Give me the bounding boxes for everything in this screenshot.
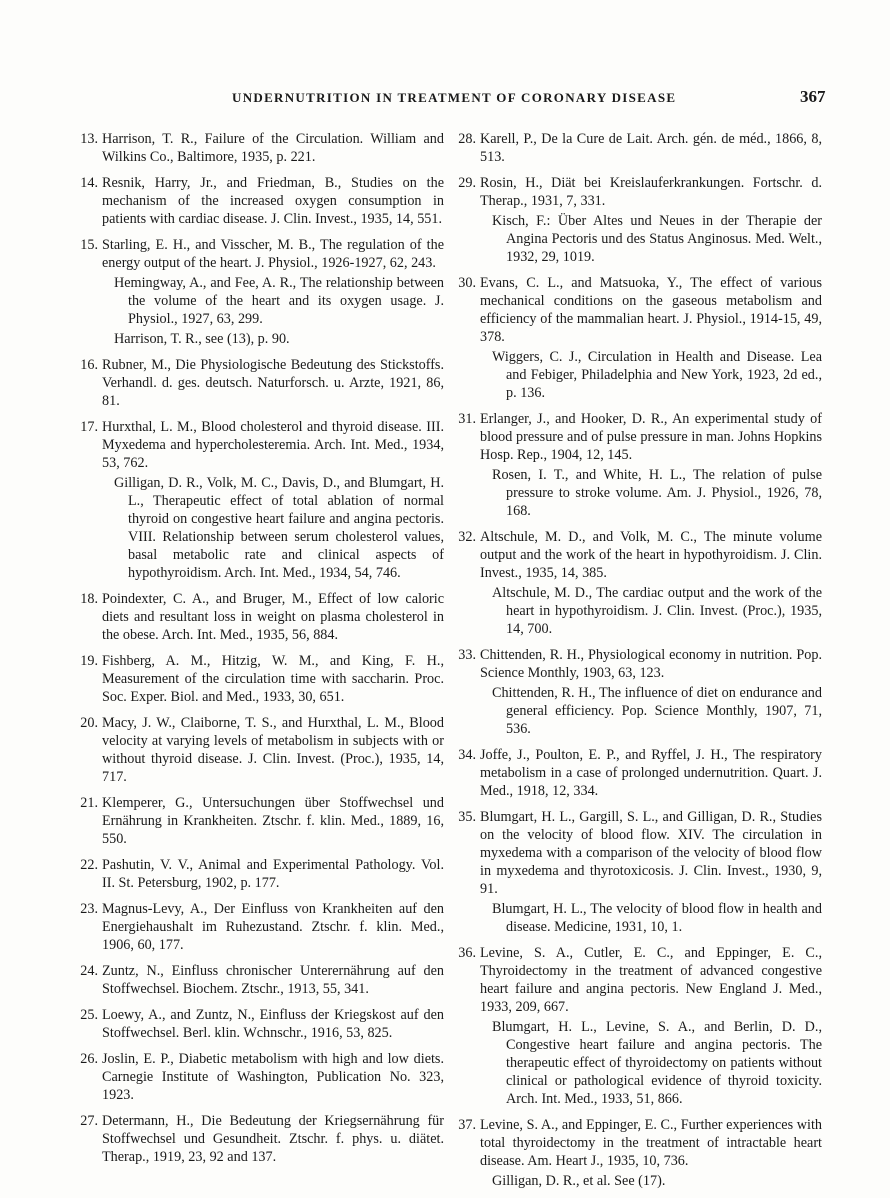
reference-text: Determann, H., Die Bedeutung der Kriegsernährung für Stoffwechsel und Gesundheit. Ztschr. f. phys. u. diätet. Therap., 1919, 23, 92 and 137. [102,1113,444,1165]
reference-number: 21. [80,795,98,811]
running-title: UNDERNUTRITION IN TREATMENT OF CORONARY DISEASE [232,90,677,105]
reference-entry [72,590,444,644]
reference-number: 22. [80,857,98,873]
reference-entry [450,944,822,1108]
reference-entry [450,528,822,638]
reference-text: Karell, P., De la Cure de Lait. Arch. gén. de méd., 1866, 8, 513. [480,131,822,165]
reference-entry [450,130,822,166]
reference-number: 32. [458,529,476,545]
reference-number: 34. [458,747,476,763]
reference-text: Starling, E. H., and Visscher, M. B., The regulation of the energy output of the heart. J. Physiol., 1926-1927, 62, 243. [102,237,444,271]
reference-text: Magnus-Levy, A., Der Einfluss von Krankheiten auf den Energiehaushalt im Ruhezustand. Ztschr. f. klin. Med., 1906, 60, 177. [102,901,444,953]
reference-text: Rubner, M., Die Physiologische Bedeutung des Stickstoffs. Verhandl. d. ges. deutsch. Naturforsch. u. Arzte, 1921, 86, 81. [102,357,444,409]
reference-text: Blumgart, H. L., Gargill, S. L., and Gilligan, D. R., Studies on the velocity of blood flow. XIV. The circulation in myxedema with a comparison of the velocity of blood flow in myxedema and thyrotoxicosis. J. Clin. Invest., 1930, 9, 91. [480,809,822,897]
reference-number: 17. [80,419,98,435]
reference-entry [450,174,822,266]
reference-number: 27. [80,1113,98,1129]
reference-sub-entry: Chittenden, R. H., The influence of diet on endurance and general efficiency. Pop. Science Monthly, 1907, 71, 536. [492,685,822,737]
reference-number: 26. [80,1051,98,1067]
reference-number: 25. [80,1007,98,1023]
reference-entry [72,1050,444,1104]
reference-number: 29. [458,175,476,191]
reference-text: Zuntz, N., Einfluss chronischer Unterernährung auf den Stoffwechsel. Biochem. Ztschr., 1913, 55, 341. [102,963,444,997]
reference-sub-entry: Altschule, M. D., The cardiac output and the work of the heart in hypothyroidism. J. Clin. Invest. (Proc.), 1935, 14, 700. [492,585,822,637]
reference-text: Pashutin, V. V., Animal and Experimental Pathology. Vol. II. St. Petersburg, 1902, p. 177. [102,857,444,891]
reference-text: Fishberg, A. M., Hitzig, W. M., and King, F. H., Measurement of the circulation time with saccharin. Proc. Soc. Exper. Biol. and Med., 1933, 30, 651. [102,653,444,705]
reference-entry [450,746,822,800]
reference-sub-entry: Blumgart, H. L., Levine, S. A., and Berlin, D. D., Congestive heart failure and angina pectoris. The therapeutic effect of thyroidectomy on patients without clinical or pathological evidence of thyroid toxicity. Arch. Int. Med., 1933, 51, 866. [492,1019,822,1107]
reference-number: 24. [80,963,98,979]
reference-entry [72,1006,444,1042]
reference-number: 23. [80,901,98,917]
reference-text: Levine, S. A., Cutler, E. C., and Eppinger, E. C., Thyroidectomy in the treatment of advanced congestive heart failure and angina pectoris. New England J. Med., 1933, 209, 667. [480,945,822,1015]
reference-sub-entry: Gilligan, D. R., et al. See (17). [492,1173,666,1189]
reference-number: 28. [458,131,476,147]
reference-text: Harrison, T. R., Failure of the Circulation. William and Wilkins Co., Baltimore, 1935, p. 221. [102,131,444,165]
reference-entry [72,714,444,786]
reference-number: 31. [458,411,476,427]
reference-sub-entry: Rosen, I. T., and White, H. L., The relation of pulse pressure to stroke volume. Am. J. Physiol., 1926, 78, 168. [492,467,822,519]
reference-sub-entry: Wiggers, C. J., Circulation in Health and Disease. Lea and Febiger, Philadelphia and New York, 1923, 2d ed., p. 136. [492,349,822,401]
reference-sub-entry: Harrison, T. R., see (13), p. 90. [114,331,290,347]
reference-number: 35. [458,809,476,825]
reference-number: 14. [80,175,98,191]
reference-entry [72,794,444,848]
references-right-column [450,130,822,1198]
reference-entry [72,130,444,166]
page-number: 367 [800,87,826,106]
reference-number: 37. [458,1117,476,1133]
reference-entry [450,808,822,936]
reference-number: 15. [80,237,98,253]
reference-text: Klemperer, G., Untersuchungen über Stoffwechsel und Ernährung in Krankheiten. Ztschr. f. klin. Med., 1889, 16, 550. [102,795,444,847]
reference-text: Rosin, H., Diät bei Kreislauferkrankungen. Fortschr. d. Therap., 1931, 7, 331. [480,175,822,209]
reference-number: 13. [80,131,98,147]
reference-entry [72,1112,444,1166]
reference-text: Chittenden, R. H., Physiological economy in nutrition. Pop. Science Monthly, 1903, 63, 123. [480,647,822,681]
reference-text: Loewy, A., and Zuntz, N., Einfluss der Kriegskost auf den Stoffwechsel. Berl. klin. Wchnschr., 1916, 53, 825. [102,1007,444,1041]
reference-number: 19. [80,653,98,669]
reference-entry [72,418,444,582]
reference-entry [450,1116,822,1190]
reference-entry [72,652,444,706]
reference-sub-entry: Gilligan, D. R., Volk, M. C., Davis, D., and Blumgart, H. L., Therapeutic effect of total ablation of normal thyroid on congestive heart failure and angina pectoris. VIII. Relationship between serum cholesterol values, basal metabolic rate and clinical aspects of hypothyroidism. Arch. Int. Med., 1934, 54, 746. [114,475,444,581]
reference-number: 33. [458,647,476,663]
reference-text: Erlanger, J., and Hooker, D. R., An experimental study of blood pressure and of pulse pressure in man. Johns Hopkins Hosp. Rep., 1904, 12, 145. [480,411,822,463]
reference-sub-entry: Blumgart, H. L., The velocity of blood flow in health and disease. Medicine, 1931, 10, 1. [492,901,822,935]
reference-number: 30. [458,275,476,291]
reference-entry [72,900,444,954]
reference-text: Poindexter, C. A., and Bruger, M., Effect of low caloric diets and resultant loss in weight on plasma cholesterol in the obese. Arch. Int. Med., 1935, 56, 884. [102,591,444,643]
reference-number: 20. [80,715,98,731]
reference-sub-entry: Kisch, F.: Über Altes und Neues in der Therapie der Angina Pectoris und des Status Anginosus. Med. Welt., 1932, 29, 1019. [492,213,822,265]
reference-number: 36. [458,945,476,961]
reference-entry [72,174,444,228]
reference-entry [450,274,822,402]
reference-number: 16. [80,357,98,373]
reference-text: Altschule, M. D., and Volk, M. C., The minute volume output and the work of the heart in hypothyroidism. J. Clin. Invest., 1935, 14, 385. [480,529,822,581]
reference-text: Macy, J. W., Claiborne, T. S., and Hurxthal, L. M., Blood velocity at varying levels of metabolism in subjects with or without thyroid disease. J. Clin. Invest. (Proc.), 1935, 14, 717. [102,715,444,785]
page-header [0,87,890,114]
reference-text: Evans, C. L., and Matsuoka, Y., The effect of various mechanical conditions on the gaseous metabolism and efficiency of the mammalian heart. J. Physiol., 1914-15, 49, 378. [480,275,822,345]
reference-entry [450,410,822,520]
reference-entry [450,646,822,738]
reference-sub-entry: Hemingway, A., and Fee, A. R., The relationship between the volume of the heart and its oxygen usage. J. Physiol., 1927, 63, 299. [114,275,444,327]
reference-text: Joffe, J., Poulton, E. P., and Ryffel, J. H., The respiratory metabolism in a case of prolonged undernutrition. Quart. J. Med., 1918, 12, 334. [480,747,822,799]
reference-text: Resnik, Harry, Jr., and Friedman, B., Studies on the mechanism of the increased oxygen consumption in patients with cardiac disease. J. Clin. Invest., 1935, 14, 551. [102,175,444,227]
reference-text: Joslin, E. P., Diabetic metabolism with high and low diets. Carnegie Institute of Washington, Publication No. 323, 1923. [102,1051,444,1103]
reference-entry [72,356,444,410]
reference-entry [72,856,444,892]
reference-number: 18. [80,591,98,607]
references-left-column [72,130,444,1174]
reference-text: Hurxthal, L. M., Blood cholesterol and thyroid disease. III. Myxedema and hypercholesteremia. Arch. Int. Med., 1934, 53, 762. [102,419,444,471]
reference-text: Levine, S. A., and Eppinger, E. C., Further experiences with total thyroidectomy in the treatment of intractable heart disease. Am. Heart J., 1935, 10, 736. [480,1117,822,1169]
reference-entry [72,236,444,348]
reference-entry [72,962,444,998]
